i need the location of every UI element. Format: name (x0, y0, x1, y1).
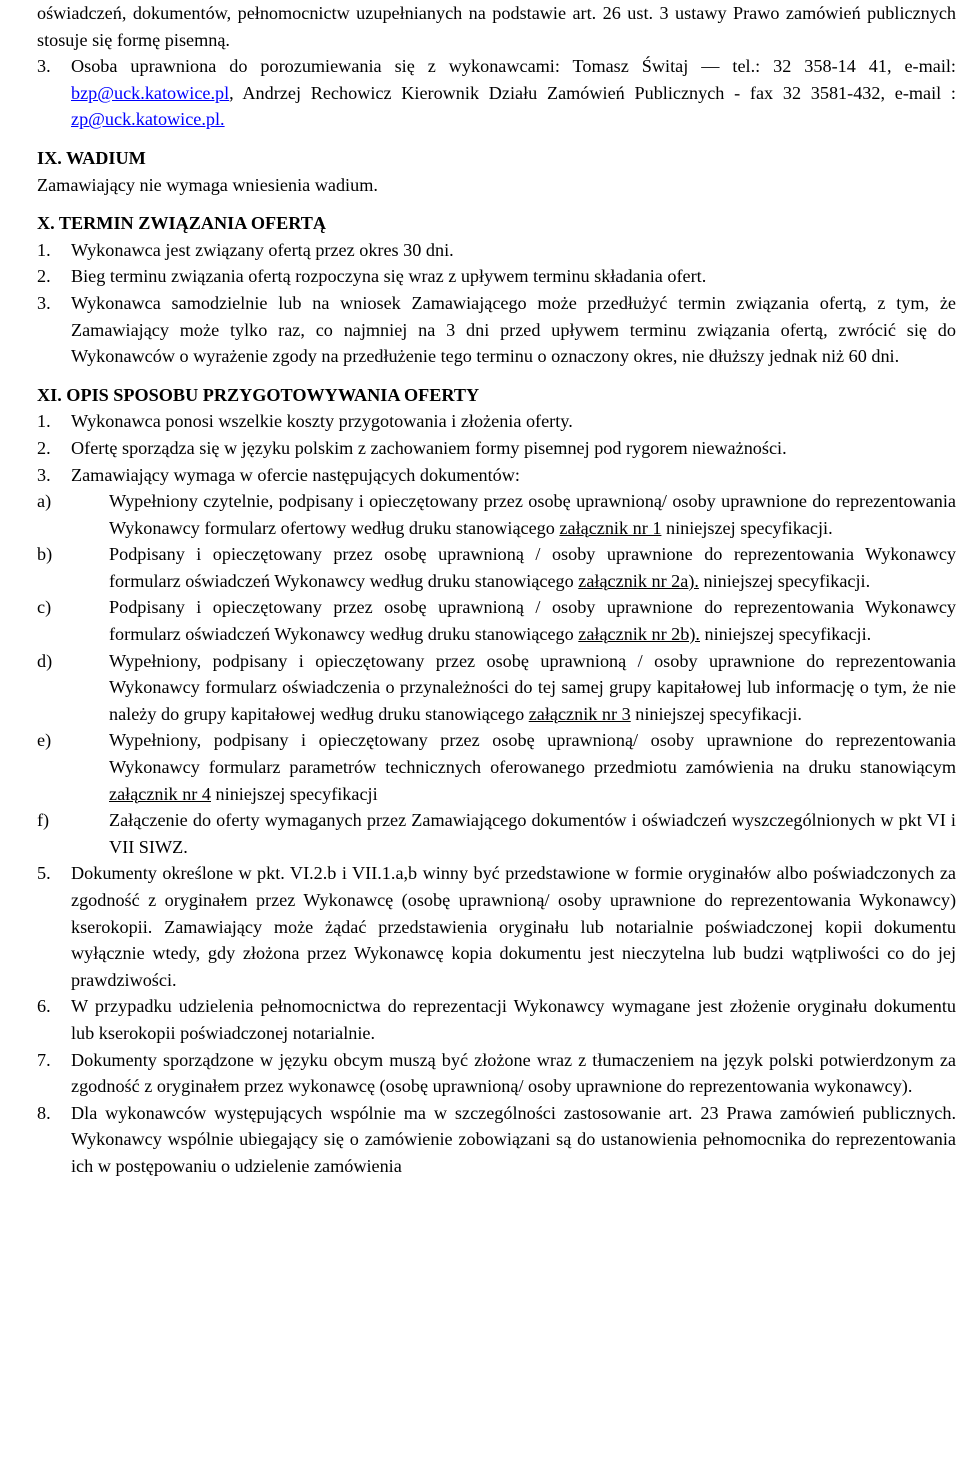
section-heading-termin: X. TERMIN ZWIĄZANIA OFERTĄ (37, 213, 327, 234)
sub-item-text: Podpisany i opieczętowany przez osobę uprawnioną / osoby uprawnione do reprezentowania Wykonawcy formularz oświadczeń Wykonawcy według druku stanowiącego (109, 544, 956, 591)
document-requirements-list (37, 488, 956, 860)
email-link-zp[interactable]: zp@uck.katowice.pl. (71, 109, 225, 130)
list-item-text: Bieg terminu związania ofertą rozpoczyna się wraz z upływem terminu składania ofert. (71, 266, 707, 287)
sub-item-text: Wypełniony, podpisany i opieczętowany przez osobę uprawnioną / osoby uprawnione do reprezentowania Wykonawcy formularz oświadczenia o przynależności do tej samej grupy kapitałowej lub informację o tym, że nie należy do grupy kapitałowej według druku stanowiącego (109, 650, 956, 724)
sub-item-text: Wypełniony, podpisany i opieczętowany przez osobę uprawnioną/ osoby uprawnione do reprezentowania Wykonawcy formularz parametrów technicznych oferowanego przedmiotu zamówienia na druku stanowiącym (109, 730, 956, 778)
list-number: 2. (37, 437, 51, 458)
list-number: 6. (37, 996, 51, 1017)
sub-item-text-end: niniejszej specyfikacji. (699, 624, 872, 645)
list-item-text: Dokumenty sporządzone w języku obcym muszą być złożone wraz z tłumaczeniem na język polski potwierdzonym za zgodność z oryginałem przez wykonawcę (osobę uprawnioną/ osoby uprawnione do reprezentowania wykonawcy). (71, 1049, 956, 1097)
sub-item-a (37, 488, 956, 541)
sub-item-letter: d) (37, 650, 53, 671)
sub-item-text-end: niniejszej specyfikacji (211, 783, 378, 804)
sub-item-e (37, 727, 956, 807)
list-item (37, 993, 956, 1046)
continued-paragraph: oświadczeń, dokumentów, pełnomocnictw uzupełnianych na podstawie art. 26 ust. 3 ustawy Prawo zamówień publicznych stosuje się formę pisemną. (37, 3, 956, 50)
list-item (37, 237, 956, 264)
list-item-text: Dla wykonawców występujących wspólnie ma w szczególności zastosowanie art. 23 Prawa zamówień publicznych. Wykonawcy wspólnie ubiegający się o zamówienie zobowiązani są do ustanowienia pełnomocnika do reprezentowania ich w postępowaniu o udzielenie zamówienia (71, 1102, 956, 1176)
sub-item-d (37, 648, 956, 728)
sub-item-text-end: niniejszej specyfikacji. (698, 570, 871, 591)
list-item-text: Wykonawca jest związany ofertą przez okres 30 dni. (71, 239, 454, 260)
sub-item-text-end: niniejszej specyfikacji. (630, 703, 802, 724)
section-heading-wadium: IX. WADIUM (37, 147, 146, 168)
list-number: 7. (37, 1049, 51, 1070)
sub-item-b (37, 541, 956, 594)
list-item (37, 860, 956, 993)
list-item-text: Wykonawca samodzielnie lub na wniosek Zamawiającego może przedłużyć termin związania ofertą, z tym, że Zamawiający może tylko raz, co najmniej na 3 dni przed upływem terminu związania ofertą, zwrócić się do Wykonawców o wyrażenie zgody na przedłużenie tego terminu o oznaczony okres, nie dłuższy jednak niż 60 dni. (71, 292, 956, 367)
list-number: 1. (37, 239, 51, 260)
list-item-text: Dokumenty określone w pkt. VI.2.b i VII.1.a,b winny być przedstawione w formie oryginałów albo poświadczonych za zgodność z oryginałem przez Wykonawcę (osobę uprawnioną/ osoby uprawnione do reprezentowania Wykonawcy) kserokopii. Zamawiający może żądać przedstawienia oryginału lub notarialnie poświadczonej kopii dokumentu wyłącznie wtedy, gdy złożona przez Wykonawcę kopia dokumentu jest nieczytelna lub budzi wątpliwości co do jej prawdziwości. (71, 863, 956, 990)
attachment-reference: załącznik nr 4 (109, 783, 211, 804)
sub-item-letter: c) (37, 597, 52, 618)
sub-item-letter: f) (37, 810, 50, 831)
list-number: 8. (37, 1102, 51, 1123)
list-item-text: W przypadku udzielenia pełnomocnictwa do reprezentacji Wykonawcy wymagane jest złożenie oryginału dokumentu lub kserokopii poświadczonej notarialnie. (71, 996, 956, 1043)
list-number: 3. (37, 464, 51, 485)
sub-item-f (37, 807, 956, 860)
section-heading-opis: XI. OPIS SPOSOBU PRZYGOTOWYWANIA OFERTY (37, 384, 480, 405)
list-item (37, 290, 956, 370)
attachment-reference: załącznik nr 1 (559, 517, 662, 538)
sub-item-c (37, 594, 956, 647)
list-item (37, 408, 956, 435)
list-item-text: Wykonawca ponosi wszelkie koszty przygotowania i złożenia oferty. (71, 411, 573, 432)
list-item-text: Zamawiający wymaga w ofercie następujących dokumentów: (71, 464, 520, 485)
contact-text-b: , Andrzej Rechowicz Kierownik Działu Zamówień Publicznych - fax 32 3581-432, e-mail : (229, 82, 956, 103)
sub-item-text: Podpisany i opieczętowany przez osobę uprawnioną / osoby uprawnione do reprezentowania Wykonawcy formularz oświadczeń Wykonawcy według druku stanowiącego (109, 597, 956, 645)
list-item (37, 462, 956, 489)
sub-item-letter: e) (37, 730, 52, 751)
list-item (37, 1047, 956, 1100)
list-number: 3. (37, 56, 51, 77)
sub-item-text-end: niniejszej specyfikacji. (661, 517, 833, 538)
list-number: 3. (37, 292, 51, 313)
list-item (37, 1100, 956, 1180)
list-number: 1. (37, 411, 51, 432)
contact-text-a: Osoba uprawniona do porozumiewania się z wykonawcami: Tomasz Świtaj — tel.: 32 358-14 41, e-mail: (71, 56, 956, 77)
contact-item (37, 53, 956, 133)
attachment-reference: załącznik nr 2b). (578, 624, 700, 645)
list-item (37, 435, 956, 462)
wadium-text: Zamawiający nie wymaga wniesienia wadium. (37, 174, 378, 195)
list-number: 2. (37, 266, 51, 287)
list-number: 5. (37, 863, 51, 884)
attachment-reference: załącznik nr 2a). (578, 570, 699, 591)
list-item-text: Ofertę sporządza się w języku polskim z zachowaniem formy pisemnej pod rygorem nieważności. (71, 437, 787, 458)
attachment-reference: załącznik nr 3 (528, 703, 631, 724)
email-link-bzp[interactable]: bzp@uck.katowice.pl (71, 82, 230, 103)
sub-item-letter: a) (37, 491, 52, 512)
sub-item-letter: b) (37, 544, 53, 565)
sub-item-text: Załączenie do oferty wymaganych przez Zamawiającego dokumentów i oświadczeń wyszczególnionych w pkt VI i VII SIWZ. (109, 810, 956, 857)
sub-item-text: Wypełniony czytelnie, podpisany i opieczętowany przez osobę uprawnioną/ osoby uprawnione do reprezentowania Wykonawcy formularz ofertowy według druku stanowiącego (109, 491, 956, 538)
list-item (37, 263, 956, 290)
